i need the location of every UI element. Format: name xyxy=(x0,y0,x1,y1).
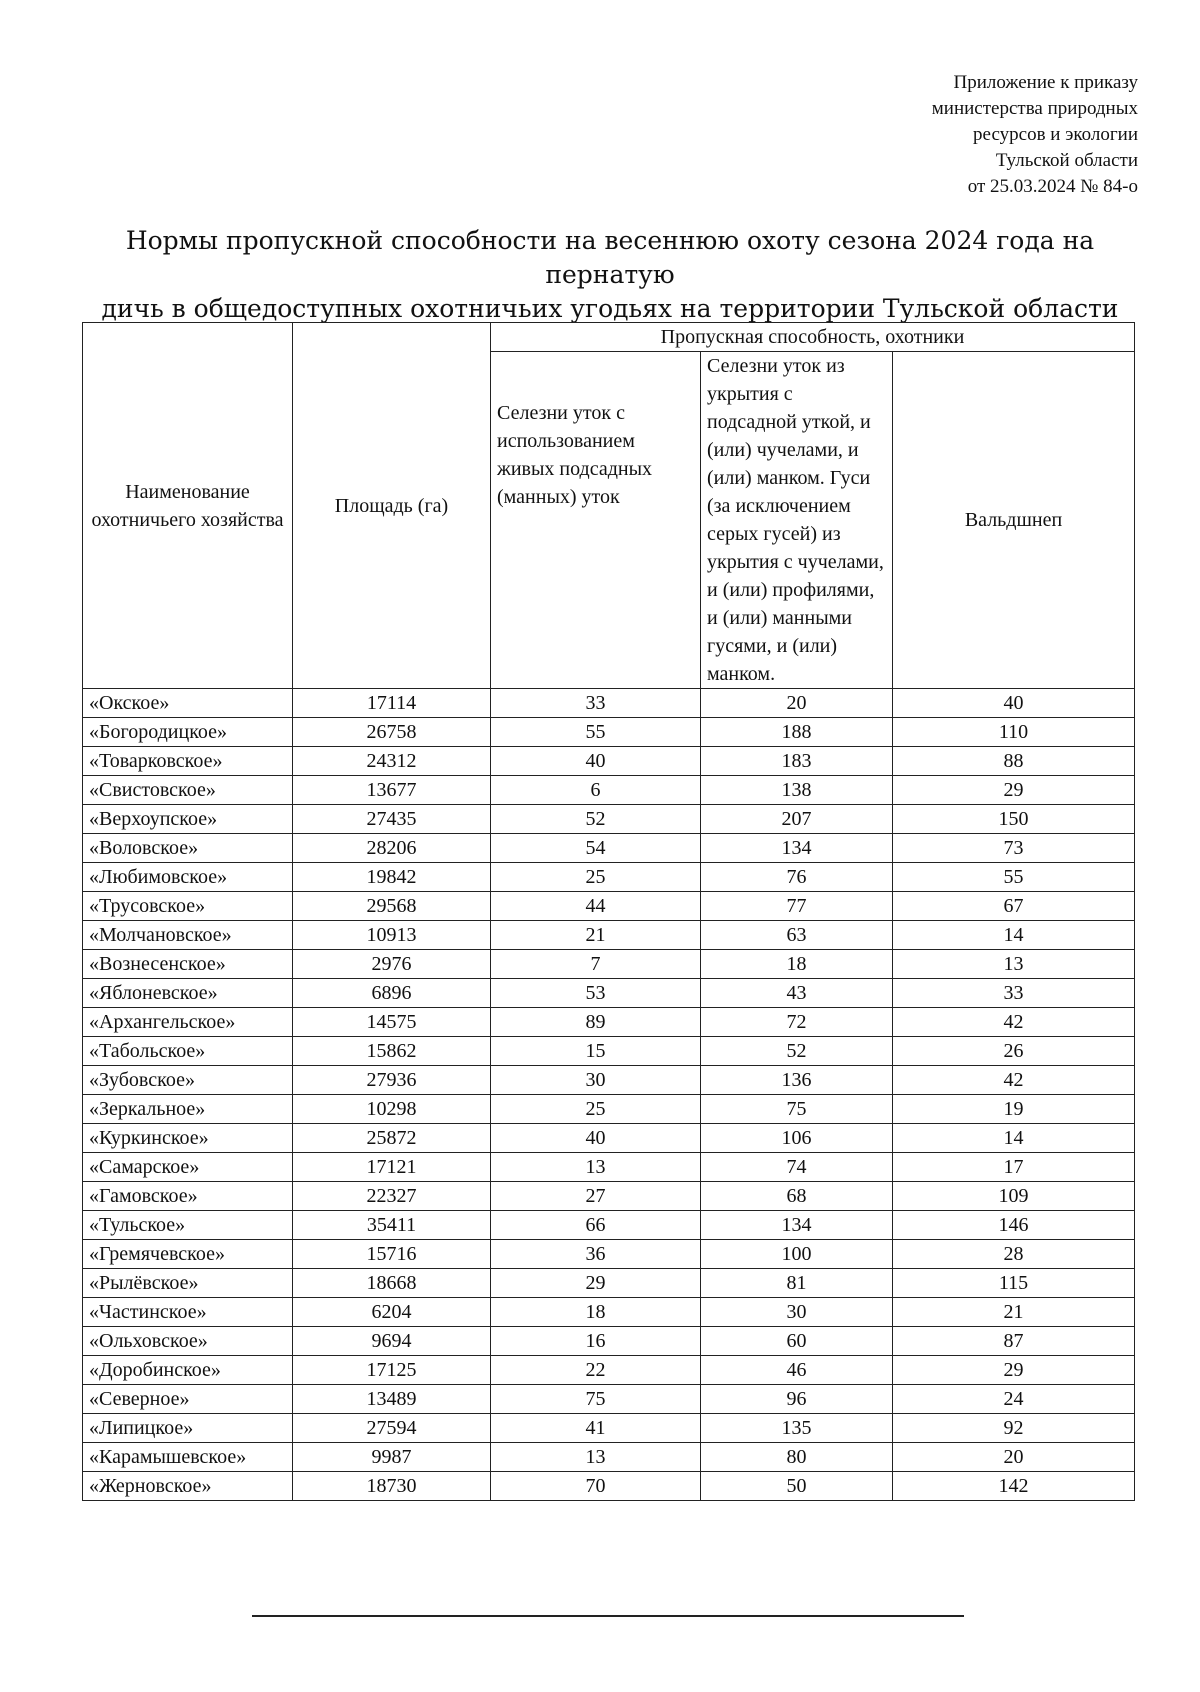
cell-hide-ducks-geese: 81 xyxy=(701,1269,893,1298)
table-row xyxy=(83,1182,1135,1211)
cell-hide-ducks-geese: 68 xyxy=(701,1182,893,1211)
cell-area: 2976 xyxy=(293,950,491,979)
cell-hide-ducks-geese: 96 xyxy=(701,1385,893,1414)
cell-hunting-farm: «Тульское» xyxy=(83,1211,293,1240)
cell-live-decoy: 21 xyxy=(491,921,701,950)
cell-hunting-farm: «Липицкое» xyxy=(83,1414,293,1443)
table-row xyxy=(83,718,1135,747)
cell-area: 6896 xyxy=(293,979,491,1008)
cell-area: 29568 xyxy=(293,892,491,921)
cell-woodcock: 26 xyxy=(893,1037,1135,1066)
cell-live-decoy: 41 xyxy=(491,1414,701,1443)
cell-live-decoy: 54 xyxy=(491,834,701,863)
cell-hunting-farm: «Рылёвское» xyxy=(83,1269,293,1298)
cell-live-decoy: 15 xyxy=(491,1037,701,1066)
cell-area: 26758 xyxy=(293,718,491,747)
table-row xyxy=(83,1240,1135,1269)
annex-line: ресурсов и экологии xyxy=(973,124,1138,145)
table-row xyxy=(83,1037,1135,1066)
table-row xyxy=(83,1472,1135,1501)
cell-hunting-farm: «Куркинское» xyxy=(83,1124,293,1153)
table-row xyxy=(83,834,1135,863)
cell-hide-ducks-geese: 76 xyxy=(701,863,893,892)
cell-woodcock: 21 xyxy=(893,1298,1135,1327)
table-row xyxy=(83,805,1135,834)
table-row xyxy=(83,1327,1135,1356)
cell-live-decoy: 25 xyxy=(491,863,701,892)
cell-hunting-farm: «Карамышевское» xyxy=(83,1443,293,1472)
cell-woodcock: 14 xyxy=(893,1124,1135,1153)
cell-area: 27936 xyxy=(293,1066,491,1095)
cell-woodcock: 110 xyxy=(893,718,1135,747)
cell-live-decoy: 75 xyxy=(491,1385,701,1414)
cell-hide-ducks-geese: 63 xyxy=(701,921,893,950)
cell-woodcock: 14 xyxy=(893,921,1135,950)
cell-hunting-farm: «Зубовское» xyxy=(83,1066,293,1095)
cell-hunting-farm: «Вознесенское» xyxy=(83,950,293,979)
table-row xyxy=(83,892,1135,921)
cell-woodcock: 24 xyxy=(893,1385,1135,1414)
header-area: Площадь (га) xyxy=(293,323,491,689)
cell-hide-ducks-geese: 75 xyxy=(701,1095,893,1124)
header-capacity-group: Пропускная способность, охотники xyxy=(491,323,1135,352)
cell-live-decoy: 29 xyxy=(491,1269,701,1298)
cell-hunting-farm: «Зеркальное» xyxy=(83,1095,293,1124)
cell-woodcock: 29 xyxy=(893,776,1135,805)
cell-hide-ducks-geese: 20 xyxy=(701,689,893,718)
header-name: Наименование охотничьего хозяйства xyxy=(83,323,293,689)
cell-area: 9694 xyxy=(293,1327,491,1356)
cell-hunting-farm: «Северное» xyxy=(83,1385,293,1414)
cell-hunting-farm: «Гамовское» xyxy=(83,1182,293,1211)
cell-live-decoy: 52 xyxy=(491,805,701,834)
cell-hunting-farm: «Табольское» xyxy=(83,1037,293,1066)
cell-hunting-farm: «Богородицкое» xyxy=(83,718,293,747)
norms-table xyxy=(82,322,1135,1501)
cell-hunting-farm: «Самарское» xyxy=(83,1153,293,1182)
cell-live-decoy: 40 xyxy=(491,747,701,776)
cell-live-decoy: 7 xyxy=(491,950,701,979)
cell-hunting-farm: «Любимовское» xyxy=(83,863,293,892)
cell-area: 17121 xyxy=(293,1153,491,1182)
table-row xyxy=(83,1066,1135,1095)
cell-live-decoy: 18 xyxy=(491,1298,701,1327)
cell-hunting-farm: «Ольховское» xyxy=(83,1327,293,1356)
annex-block xyxy=(932,70,1138,200)
cell-woodcock: 13 xyxy=(893,950,1135,979)
annex-line: Тульской области xyxy=(995,150,1138,171)
document-title xyxy=(60,224,1160,326)
cell-live-decoy: 40 xyxy=(491,1124,701,1153)
cell-hunting-farm: «Гремячевское» xyxy=(83,1240,293,1269)
title-line: дичь в общедоступных охотничьих угодьях на территории Тульской области xyxy=(101,294,1119,323)
cell-area: 10913 xyxy=(293,921,491,950)
cell-woodcock: 115 xyxy=(893,1269,1135,1298)
cell-area: 15716 xyxy=(293,1240,491,1269)
cell-woodcock: 40 xyxy=(893,689,1135,718)
cell-hunting-farm: «Молчановское» xyxy=(83,921,293,950)
cell-live-decoy: 13 xyxy=(491,1153,701,1182)
cell-hunting-farm: «Верхоупское» xyxy=(83,805,293,834)
cell-woodcock: 19 xyxy=(893,1095,1135,1124)
annex-line: министерства природных xyxy=(931,98,1138,119)
cell-hide-ducks-geese: 134 xyxy=(701,1211,893,1240)
cell-woodcock: 17 xyxy=(893,1153,1135,1182)
cell-live-decoy: 6 xyxy=(491,776,701,805)
cell-area: 27594 xyxy=(293,1414,491,1443)
cell-woodcock: 20 xyxy=(893,1443,1135,1472)
cell-live-decoy: 27 xyxy=(491,1182,701,1211)
cell-woodcock: 88 xyxy=(893,747,1135,776)
cell-hide-ducks-geese: 188 xyxy=(701,718,893,747)
table-row xyxy=(83,1124,1135,1153)
cell-live-decoy: 13 xyxy=(491,1443,701,1472)
cell-area: 15862 xyxy=(293,1037,491,1066)
cell-live-decoy: 16 xyxy=(491,1327,701,1356)
cell-hide-ducks-geese: 106 xyxy=(701,1124,893,1153)
cell-hide-ducks-geese: 46 xyxy=(701,1356,893,1385)
table-row xyxy=(83,776,1135,805)
cell-hunting-farm: «Свистовское» xyxy=(83,776,293,805)
cell-live-decoy: 55 xyxy=(491,718,701,747)
table-row xyxy=(83,1008,1135,1037)
cell-live-decoy: 44 xyxy=(491,892,701,921)
cell-live-decoy: 22 xyxy=(491,1356,701,1385)
cell-live-decoy: 36 xyxy=(491,1240,701,1269)
cell-area: 17125 xyxy=(293,1356,491,1385)
cell-hide-ducks-geese: 77 xyxy=(701,892,893,921)
cell-hide-ducks-geese: 74 xyxy=(701,1153,893,1182)
cell-hunting-farm: «Яблоневское» xyxy=(83,979,293,1008)
table-row xyxy=(83,1153,1135,1182)
cell-area: 14575 xyxy=(293,1008,491,1037)
cell-woodcock: 87 xyxy=(893,1327,1135,1356)
cell-woodcock: 142 xyxy=(893,1472,1135,1501)
annex-date-number: от 25.03.2024 № 84-о xyxy=(967,176,1138,197)
cell-hunting-farm: «Архангельское» xyxy=(83,1008,293,1037)
cell-hunting-farm: «Окское» xyxy=(83,689,293,718)
cell-hunting-farm: «Воловское» xyxy=(83,834,293,863)
annex-line: Приложение к приказу xyxy=(953,72,1138,93)
cell-woodcock: 73 xyxy=(893,834,1135,863)
table-row xyxy=(83,689,1135,718)
table-row xyxy=(83,950,1135,979)
cell-hunting-farm: «Доробинское» xyxy=(83,1356,293,1385)
cell-hide-ducks-geese: 207 xyxy=(701,805,893,834)
cell-hide-ducks-geese: 100 xyxy=(701,1240,893,1269)
cell-hide-ducks-geese: 80 xyxy=(701,1443,893,1472)
table-row xyxy=(83,1211,1135,1240)
cell-area: 19842 xyxy=(293,863,491,892)
cell-hide-ducks-geese: 60 xyxy=(701,1327,893,1356)
cell-area: 9987 xyxy=(293,1443,491,1472)
cell-area: 10298 xyxy=(293,1095,491,1124)
cell-area: 13489 xyxy=(293,1385,491,1414)
cell-live-decoy: 30 xyxy=(491,1066,701,1095)
cell-hide-ducks-geese: 43 xyxy=(701,979,893,1008)
cell-woodcock: 42 xyxy=(893,1066,1135,1095)
table-row xyxy=(83,863,1135,892)
cell-woodcock: 33 xyxy=(893,979,1135,1008)
cell-hide-ducks-geese: 183 xyxy=(701,747,893,776)
cell-woodcock: 146 xyxy=(893,1211,1135,1240)
cell-woodcock: 28 xyxy=(893,1240,1135,1269)
cell-hunting-farm: «Частинское» xyxy=(83,1298,293,1327)
table-row xyxy=(83,1443,1135,1472)
table-row xyxy=(83,979,1135,1008)
bottom-divider xyxy=(252,1615,964,1617)
table-row xyxy=(83,747,1135,776)
table-row xyxy=(83,1269,1135,1298)
cell-live-decoy: 33 xyxy=(491,689,701,718)
cell-woodcock: 55 xyxy=(893,863,1135,892)
cell-live-decoy: 70 xyxy=(491,1472,701,1501)
table-body xyxy=(83,689,1135,1501)
cell-hide-ducks-geese: 135 xyxy=(701,1414,893,1443)
table-row xyxy=(83,1095,1135,1124)
header-hide-ducks-geese: Селезни уток из укрытия с подсадной уткой, и (или) чучелами, и (или) манком. Гуси (за исключением серых гусей) из укрытия с чучелами, и (или) профилями, и (или) манными гусями, и (или) манком. xyxy=(701,352,893,689)
cell-hunting-farm: «Жерновское» xyxy=(83,1472,293,1501)
cell-live-decoy: 89 xyxy=(491,1008,701,1037)
cell-hide-ducks-geese: 30 xyxy=(701,1298,893,1327)
table-row xyxy=(83,1385,1135,1414)
cell-live-decoy: 25 xyxy=(491,1095,701,1124)
table-row xyxy=(83,921,1135,950)
cell-woodcock: 29 xyxy=(893,1356,1135,1385)
table-row xyxy=(83,1356,1135,1385)
cell-hide-ducks-geese: 50 xyxy=(701,1472,893,1501)
header-woodcock: Вальдшнеп xyxy=(893,352,1135,689)
cell-hunting-farm: «Трусовское» xyxy=(83,892,293,921)
cell-area: 6204 xyxy=(293,1298,491,1327)
table-row xyxy=(83,1414,1135,1443)
cell-live-decoy: 53 xyxy=(491,979,701,1008)
header-live-decoy: Селезни уток с использованием живых подсадных (манных) уток xyxy=(491,352,701,689)
cell-area: 24312 xyxy=(293,747,491,776)
cell-woodcock: 67 xyxy=(893,892,1135,921)
cell-hide-ducks-geese: 18 xyxy=(701,950,893,979)
cell-area: 18668 xyxy=(293,1269,491,1298)
cell-woodcock: 109 xyxy=(893,1182,1135,1211)
cell-area: 28206 xyxy=(293,834,491,863)
cell-hide-ducks-geese: 72 xyxy=(701,1008,893,1037)
cell-woodcock: 92 xyxy=(893,1414,1135,1443)
cell-area: 25872 xyxy=(293,1124,491,1153)
cell-area: 13677 xyxy=(293,776,491,805)
table-row xyxy=(83,1298,1135,1327)
cell-area: 27435 xyxy=(293,805,491,834)
cell-area: 22327 xyxy=(293,1182,491,1211)
cell-woodcock: 150 xyxy=(893,805,1135,834)
cell-woodcock: 42 xyxy=(893,1008,1135,1037)
cell-live-decoy: 66 xyxy=(491,1211,701,1240)
title-line: Нормы пропускной способности на весеннюю охоту сезона 2024 года на пернатую xyxy=(125,226,1095,289)
cell-hide-ducks-geese: 136 xyxy=(701,1066,893,1095)
cell-area: 18730 xyxy=(293,1472,491,1501)
cell-hide-ducks-geese: 138 xyxy=(701,776,893,805)
cell-hide-ducks-geese: 52 xyxy=(701,1037,893,1066)
cell-hunting-farm: «Товарковское» xyxy=(83,747,293,776)
cell-hide-ducks-geese: 134 xyxy=(701,834,893,863)
cell-area: 35411 xyxy=(293,1211,491,1240)
cell-area: 17114 xyxy=(293,689,491,718)
